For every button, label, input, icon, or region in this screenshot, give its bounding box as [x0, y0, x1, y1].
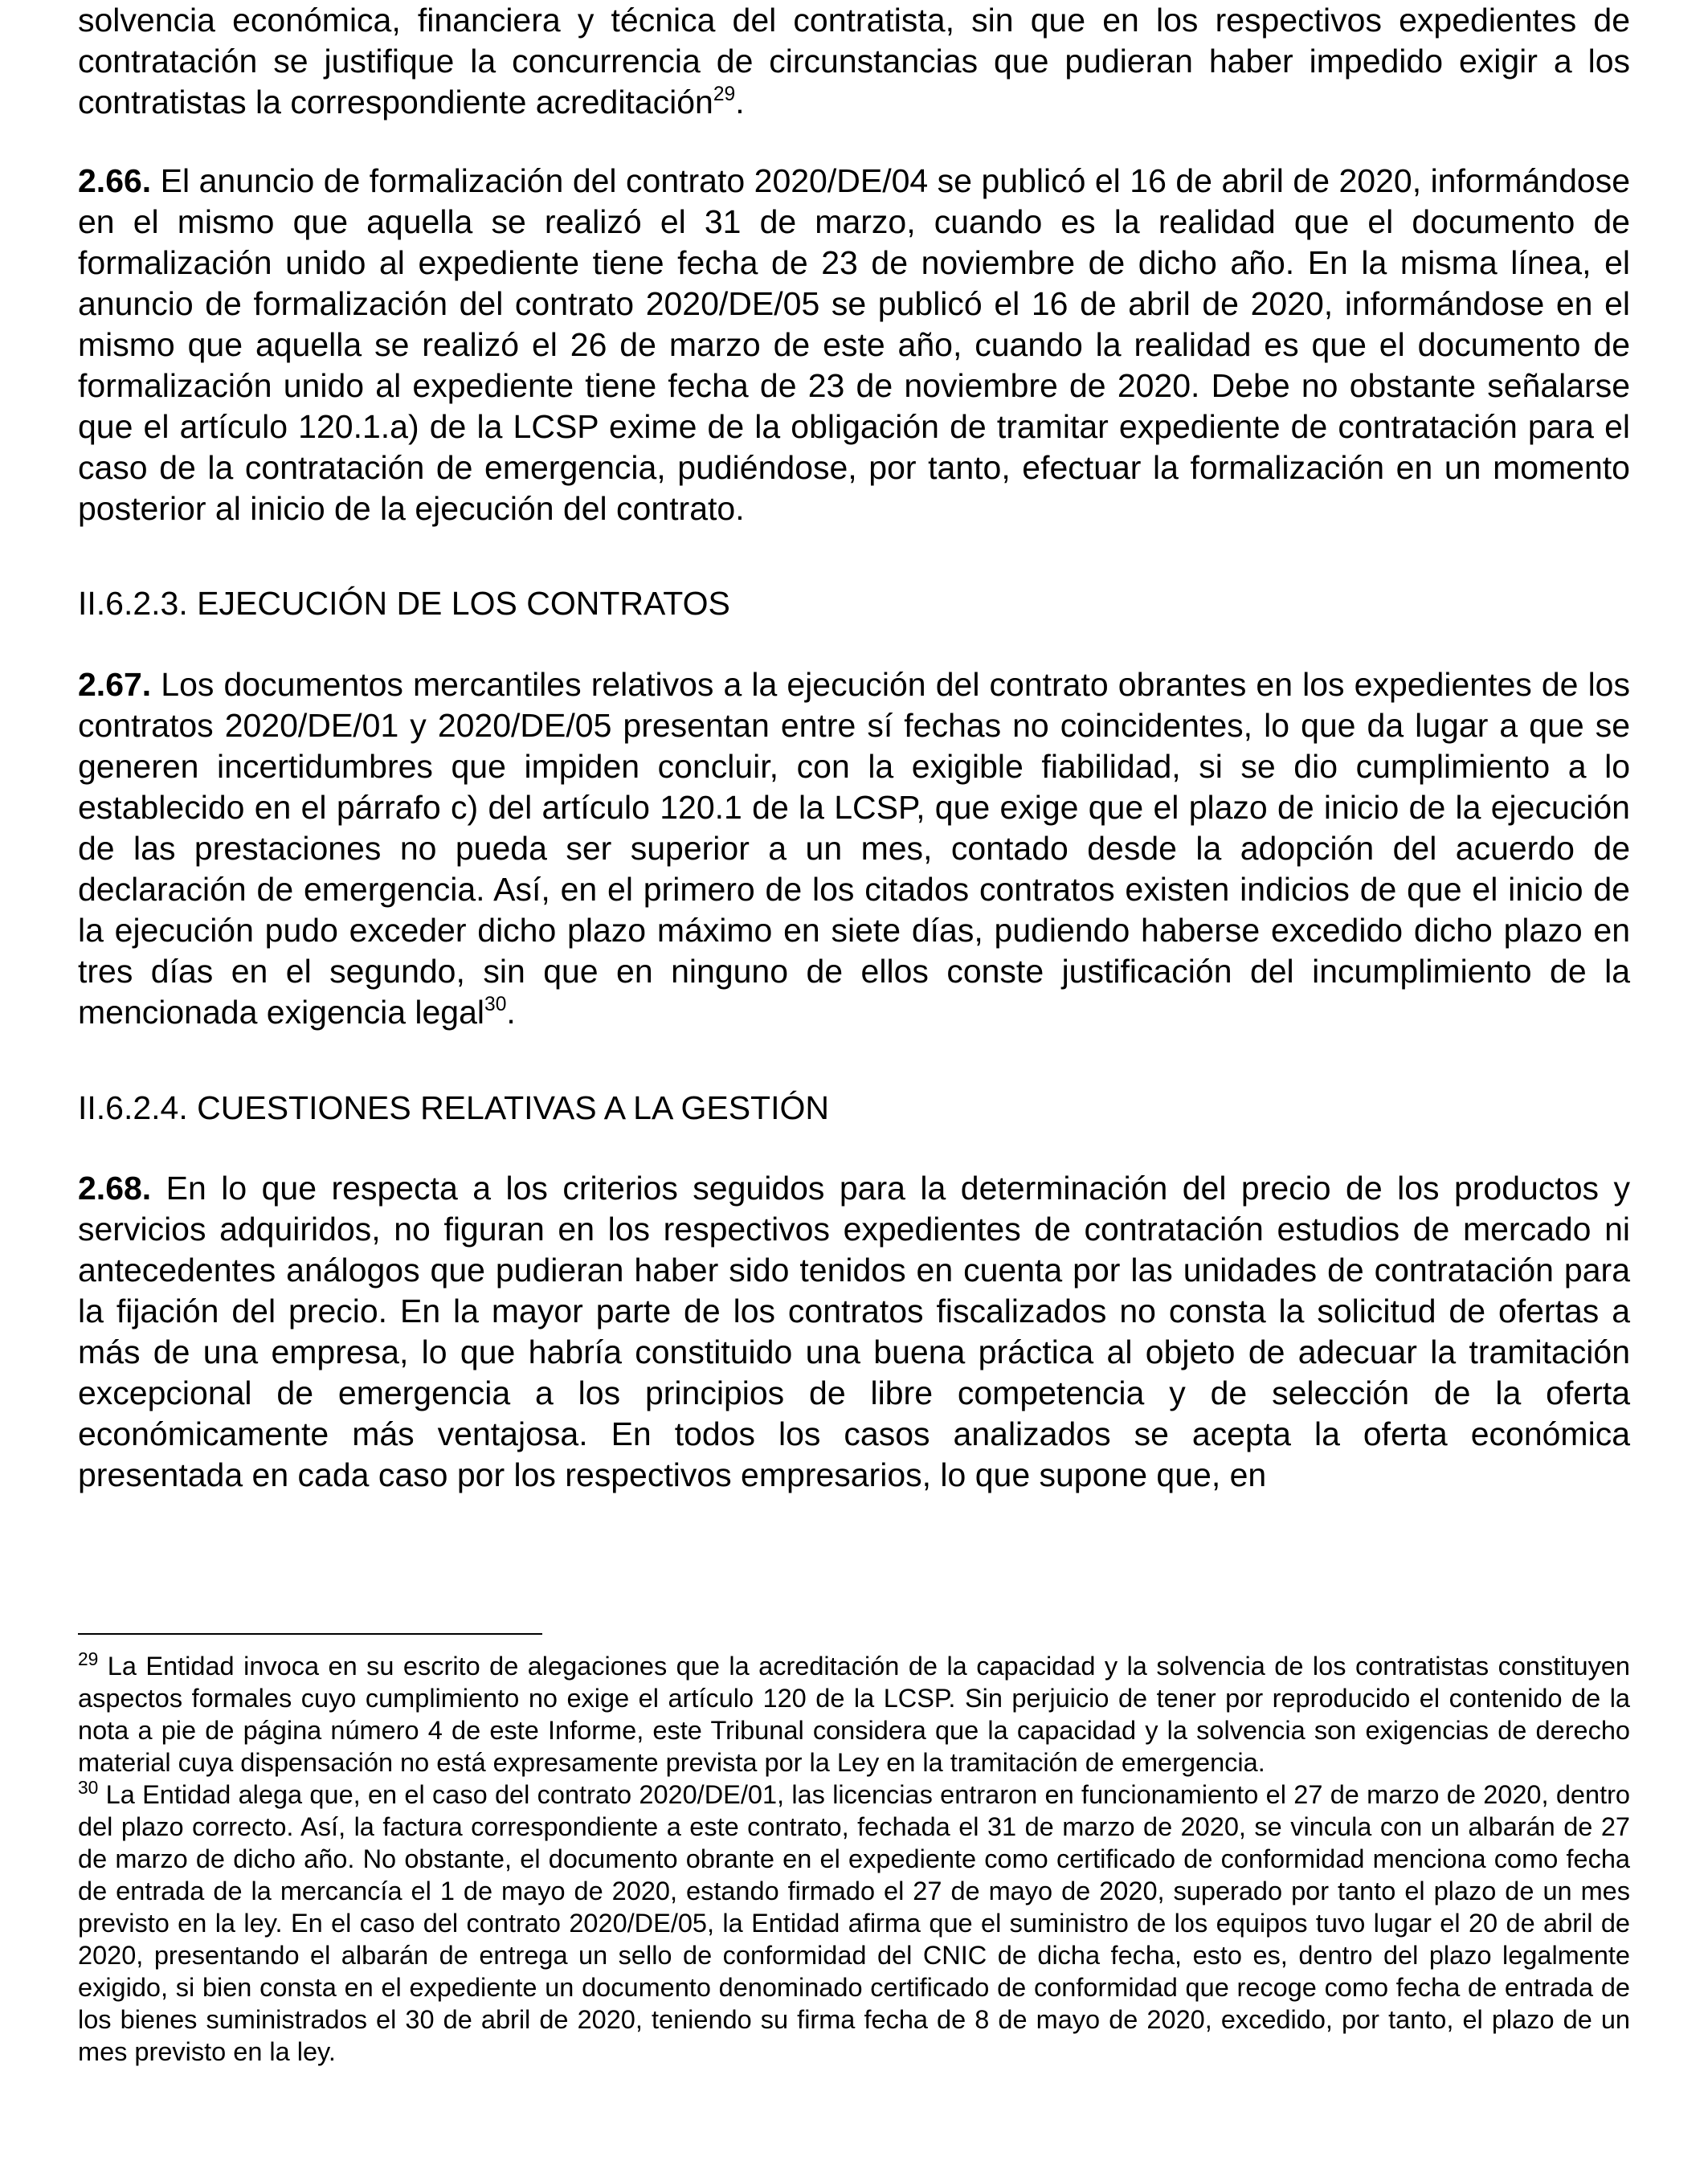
- footnote-29: [78, 1650, 1630, 1779]
- section-heading-ejecucion: II.6.2.3. EJECUCIÓN DE LOS CONTRATOS: [78, 585, 730, 622]
- paragraph-text: solvencia económica, financiera y técnica del contratista, sin que en los respectivos expedientes de contratación se justifique la concurrencia de circunstancias que pudieran haber impedido exigir a los contratistas la correspondiente acreditación: [78, 2, 1630, 120]
- paragraph-tail: .: [506, 994, 516, 1031]
- paragraph-2-67: [78, 664, 1630, 1033]
- paragraph-text: Los documentos mercantiles relativos a la ejecución del contrato obrantes en los expedientes de los contratos 2020/DE/01 y 2020/DE/05 presentan entre sí fechas no coincidentes, lo que da lugar a que se generen incertidumbres que impiden concluir, con la exigible fiabilidad, si se dio cumplimiento a lo establecido en el párrafo c) del artículo 120.1 de la LCSP, que exige que el plazo de inicio de la ejecución de las prestaciones no pueda ser superior a un mes, contado desde la adopción del acuerdo de declaración de emergencia. Así, en el primero de los citados contratos existen indicios de que el inicio de la ejecución pudo exceder dicho plazo máximo en siete días, pudiendo haberse excedido dicho plazo en tres días en el segundo, sin que en ninguno de ellos conste justificación del incumplimiento de la mencionada exigencia legal: [78, 666, 1630, 1031]
- section-heading-gestion: II.6.2.4. CUESTIONES RELATIVAS A LA GESTIÓN: [78, 1089, 829, 1126]
- footnote-30: [78, 1776, 1630, 2068]
- footnotes: [78, 1650, 1630, 2068]
- footnote-text: La Entidad invoca en su escrito de alegaciones que la acreditación de la capacidad y la solvencia de los contratistas constituyen aspectos formales cuyo cumplimiento no exige el artículo 120 de la LCSP. Sin perjuicio de tener por reproducido el contenido de la nota a pie de página número 4 de este Informe, este Tribunal considera que la capacidad y la solvencia son exigencias de derecho material cuya dispensación no está expresamente prevista por la Ley en la tramitación de emergencia.: [78, 1652, 1630, 1777]
- paragraph-text: En lo que respecta a los criterios seguidos para la determinación del precio de los productos y servicios adquiridos, no figuran en los respectivos expedientes de contratación estudios de mercado ni antecedentes análogos que pudieran haber sido tenidos en cuenta por las unidades de contratación para la fijación del precio. En la mayor parte de los contratos fiscalizados no consta la solicitud de ofertas a más de una empresa, lo que habría constituido una buena práctica al objeto de adecuar la tramitación excepcional de emergencia a los principios de libre competencia y de selección de la oferta económicamente más ventajosa. En todos los casos analizados se acepta la oferta económica presentada en cada caso por los respectivos empresarios, lo que supone que, en: [78, 1170, 1630, 1493]
- paragraph-2-68: [78, 1168, 1630, 1496]
- paragraph-number: 2.68.: [78, 1170, 152, 1207]
- paragraph-tail: .: [735, 84, 745, 120]
- footnote-reference-29[interactable]: 29: [713, 84, 736, 106]
- footnote-number: 29: [78, 1648, 99, 1669]
- footnote-text: La Entidad alega que, en el caso del contrato 2020/DE/01, las licencias entraron en funcionamiento el 27 de marzo de 2020, dentro del plazo correcto. Así, la factura correspondiente a este contrato, fechada el 31 de marzo de 2020, se vincula con un albarán de 27 de marzo de dicho año. No obstante, el documento obrante en el expediente como certificado de conformidad menciona como fecha de entrada de la mercancía el 1 de mayo de 2020, estando firmado el 27 de mayo de 2020, superado por tanto el plazo de un mes previsto en la ley. En el caso del contrato 2020/DE/05, la Entidad afirma que el suministro de los equipos tuvo lugar el 20 de abril de 2020, presentando el albarán de entrega un sello de conformidad del CNIC de dicha fecha, esto es, dentro del plazo legalmente exigido, si bien consta en el expediente un documento denominado certificado de conformidad que recoge como fecha de entrada de los bienes suministrados el 30 de abril de 2020, teniendo su firma fecha de 8 de mayo de 2020, excedido, por tanto, el plazo de un mes previsto en la ley.: [78, 1780, 1630, 2066]
- footnote-separator: [78, 1633, 542, 1635]
- paragraph-text: El anuncio de formalización del contrato 2020/DE/04 se publicó el 16 de abril de 2020, informándose en el mismo que aquella se realizó el 31 de marzo, cuando es la realidad que el documento de formalización unido al expediente tiene fecha de 23 de noviembre de dicho año. En la misma línea, el anuncio de formalización del contrato 2020/DE/05 se publicó el 16 de abril de 2020, informándose en el mismo que aquella se realizó el 26 de marzo de este año, cuando la realidad es que el documento de formalización unido al expediente tiene fecha de 23 de noviembre de 2020. Debe no obstante señalarse que el artículo 120.1.a) de la LCSP exime de la obligación de tramitar expediente de contratación para el caso de la contratación de emergencia, pudiéndose, por tanto, efectuar la formalización en un momento posterior al inicio de la ejecución del contrato.: [78, 162, 1630, 527]
- paragraph-number: 2.66.: [78, 162, 152, 199]
- footnote-reference-30[interactable]: 30: [484, 994, 507, 1016]
- paragraph-2-66: [78, 161, 1630, 529]
- footnote-number: 30: [78, 1776, 99, 1798]
- paragraph-number: 2.67.: [78, 666, 152, 703]
- paragraph-continuation: [78, 0, 1630, 123]
